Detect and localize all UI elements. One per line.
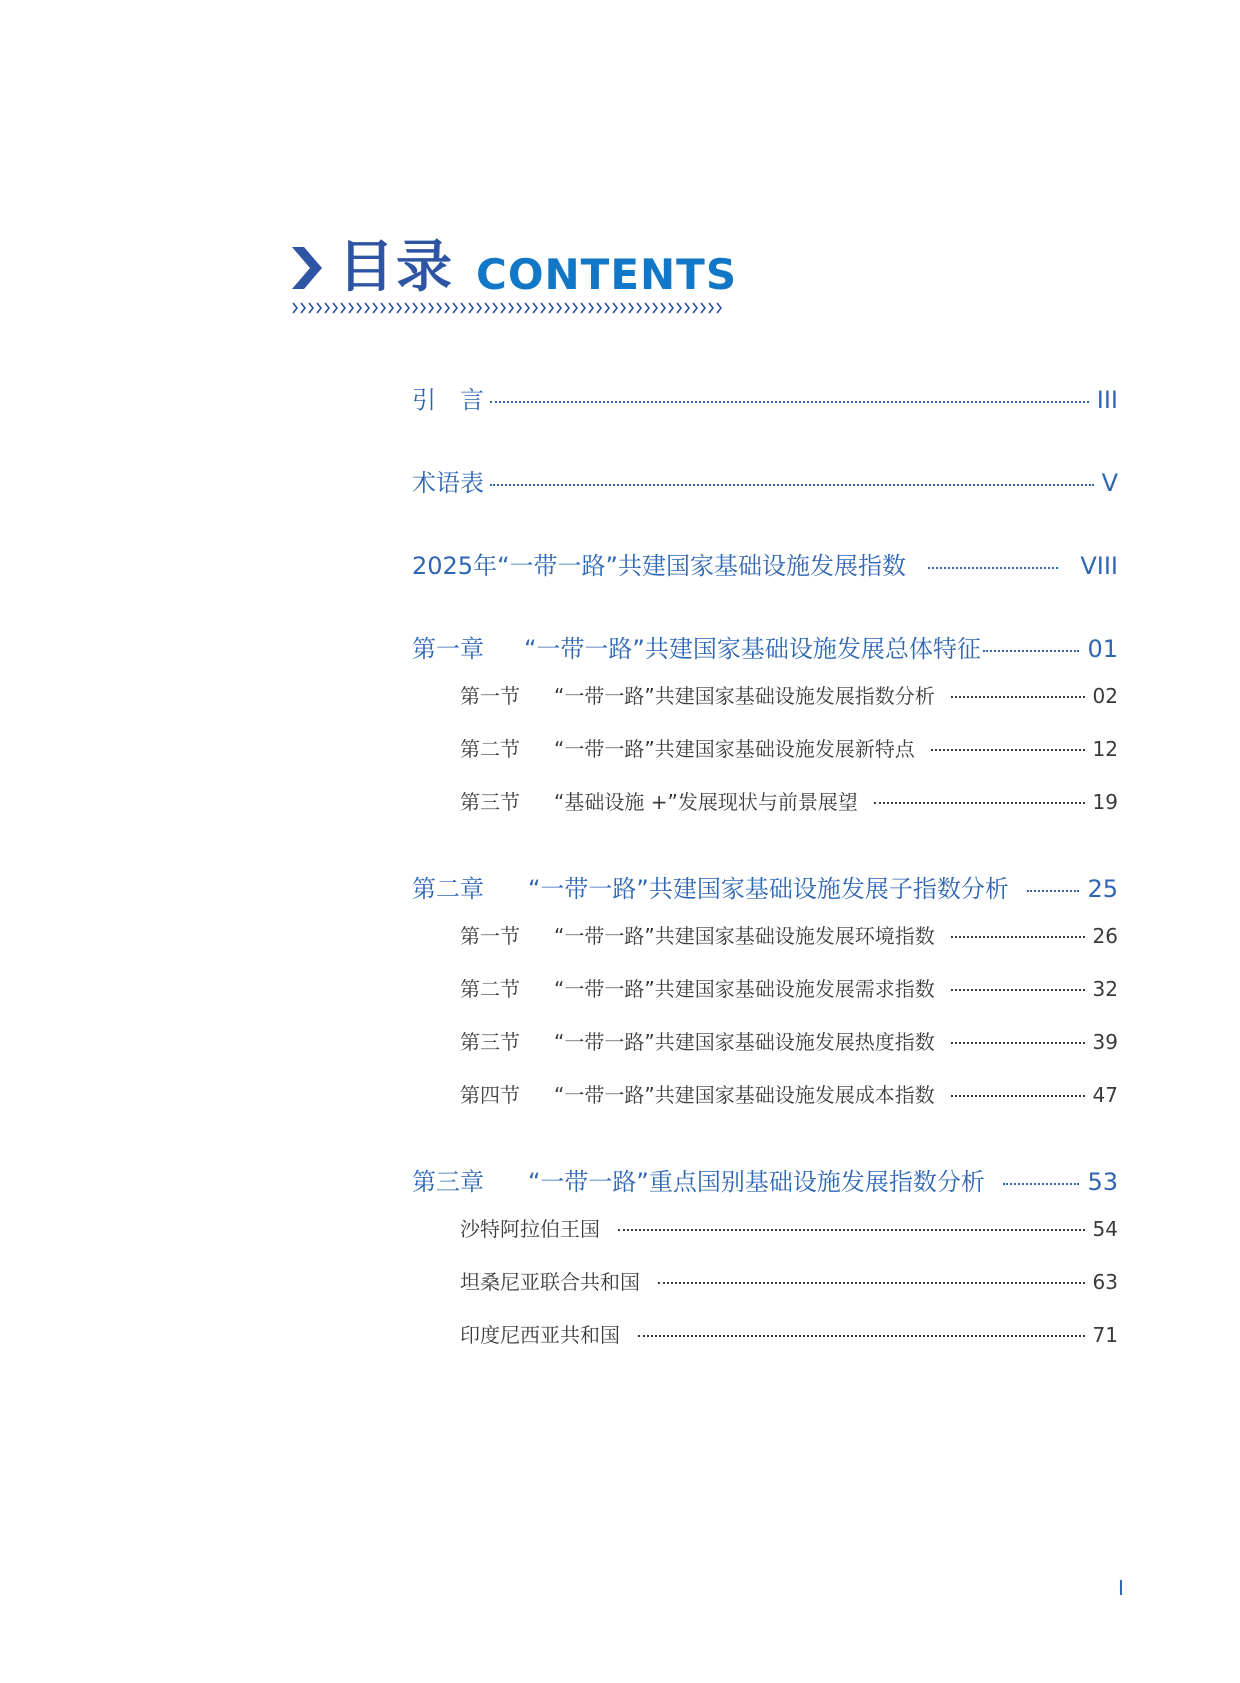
leader-dots	[928, 567, 1058, 569]
toc-entry-label: “一带一路”重点国别基础设施发展指数分析	[528, 1168, 985, 1196]
toc-section-2-3[interactable]	[460, 1026, 1118, 1055]
section-prefix: 第二节	[460, 737, 520, 761]
toc-entry-page: 47	[1092, 1083, 1118, 1107]
toc-entry-page: 54	[1092, 1217, 1118, 1241]
toc-chapter-1[interactable]	[412, 629, 1118, 664]
section-prefix: 第一节	[460, 924, 520, 948]
toc-section-1-1[interactable]	[460, 680, 1118, 709]
toc-entry-label: “基础设施 +”发展现状与前景展望	[554, 790, 858, 814]
toc-chapter-3[interactable]	[412, 1162, 1118, 1197]
toc-entry-page: 12	[1092, 737, 1118, 761]
toc-entry-label: “一带一路”共建国家基础设施发展成本指数	[554, 1083, 935, 1107]
toc-entry-label: 2025年“一带一路”共建国家基础设施发展指数	[412, 552, 906, 580]
toc-section-2-4[interactable]	[460, 1079, 1118, 1108]
toc-entry-intro[interactable]	[412, 380, 1118, 415]
leader-dots	[1027, 890, 1080, 892]
chapter-prefix: 第一章	[412, 635, 484, 663]
page-title-english: CONTENTS	[476, 250, 738, 299]
toc-entry-label: “一带一路”共建国家基础设施发展热度指数	[554, 1030, 935, 1054]
toc-entry-label: “一带一路”共建国家基础设施发展总体特征	[524, 635, 981, 663]
toc-section-1-2[interactable]	[460, 733, 1118, 762]
toc-entry-page: VIII	[1080, 552, 1118, 580]
leader-dots	[951, 1042, 1085, 1044]
toc-section-2-1[interactable]	[460, 920, 1118, 949]
section-prefix: 第三节	[460, 1030, 520, 1054]
toc-entry-page: 71	[1092, 1323, 1118, 1347]
leader-dots	[983, 650, 1080, 652]
toc-section-1-3[interactable]	[460, 786, 1118, 815]
chapter-prefix: 第二章	[412, 875, 484, 903]
toc-entry-page: 25	[1087, 875, 1118, 903]
leader-dots	[490, 401, 1089, 403]
toc-entry-page: 53	[1087, 1168, 1118, 1196]
section-prefix: 第二节	[460, 977, 520, 1001]
toc-entry-page: 26	[1092, 924, 1118, 948]
leader-dots	[658, 1282, 1085, 1284]
leader-dots	[1003, 1183, 1080, 1185]
toc-section-3-1[interactable]	[460, 1213, 1118, 1242]
toc-entry-glossary[interactable]	[412, 463, 1118, 498]
leader-dots	[951, 936, 1085, 938]
leader-dots	[951, 1095, 1085, 1097]
toc-entry-label: 引 言	[412, 386, 484, 414]
toc-entry-page: 32	[1092, 977, 1118, 1001]
toc-chapter-2[interactable]	[412, 869, 1118, 904]
chapter-prefix: 第三章	[412, 1168, 484, 1196]
toc-section-2-2[interactable]	[460, 973, 1118, 1002]
leader-dots	[618, 1229, 1085, 1231]
toc-entry-label: “一带一路”共建国家基础设施发展新特点	[554, 737, 915, 761]
toc-entry-label: “一带一路”共建国家基础设施发展环境指数	[554, 924, 935, 948]
leader-dots	[874, 802, 1085, 804]
toc-entry-label: “一带一路”共建国家基础设施发展子指数分析	[528, 875, 1009, 903]
leader-dots	[638, 1335, 1085, 1337]
toc-entry-label: “一带一路”共建国家基础设施发展指数分析	[554, 684, 935, 708]
toc-entry-page: 19	[1092, 790, 1118, 814]
toc-section-3-3[interactable]	[460, 1319, 1118, 1348]
section-prefix: 第四节	[460, 1083, 520, 1107]
leader-dots	[951, 989, 1085, 991]
toc-entry-page: 01	[1087, 635, 1118, 663]
toc-entry-page: V	[1101, 469, 1118, 497]
toc-entry-page: 39	[1092, 1030, 1118, 1054]
toc-entry-index-2025[interactable]	[412, 546, 1118, 581]
leader-dots	[490, 484, 1094, 486]
toc-section-3-2[interactable]	[460, 1266, 1118, 1295]
toc-entry-label: 术语表	[412, 469, 484, 497]
section-prefix: 第三节	[460, 790, 520, 814]
page-title: 目录	[338, 235, 454, 300]
toc-entry-page: III	[1096, 386, 1118, 414]
toc-entry-label: 印度尼西亚共和国	[460, 1323, 620, 1347]
toc-entry-label: 坦桑尼亚联合共和国	[460, 1270, 640, 1294]
section-prefix: 第一节	[460, 684, 520, 708]
toc-entry-label: “一带一路”共建国家基础设施发展需求指数	[554, 977, 935, 1001]
leader-dots	[931, 749, 1085, 751]
page-number: I	[1118, 1576, 1124, 1600]
leader-dots	[951, 696, 1085, 698]
toc-entry-label: 沙特阿拉伯王国	[460, 1217, 600, 1241]
toc-entry-page: 63	[1092, 1270, 1118, 1294]
toc-entry-page: 02	[1092, 684, 1118, 708]
